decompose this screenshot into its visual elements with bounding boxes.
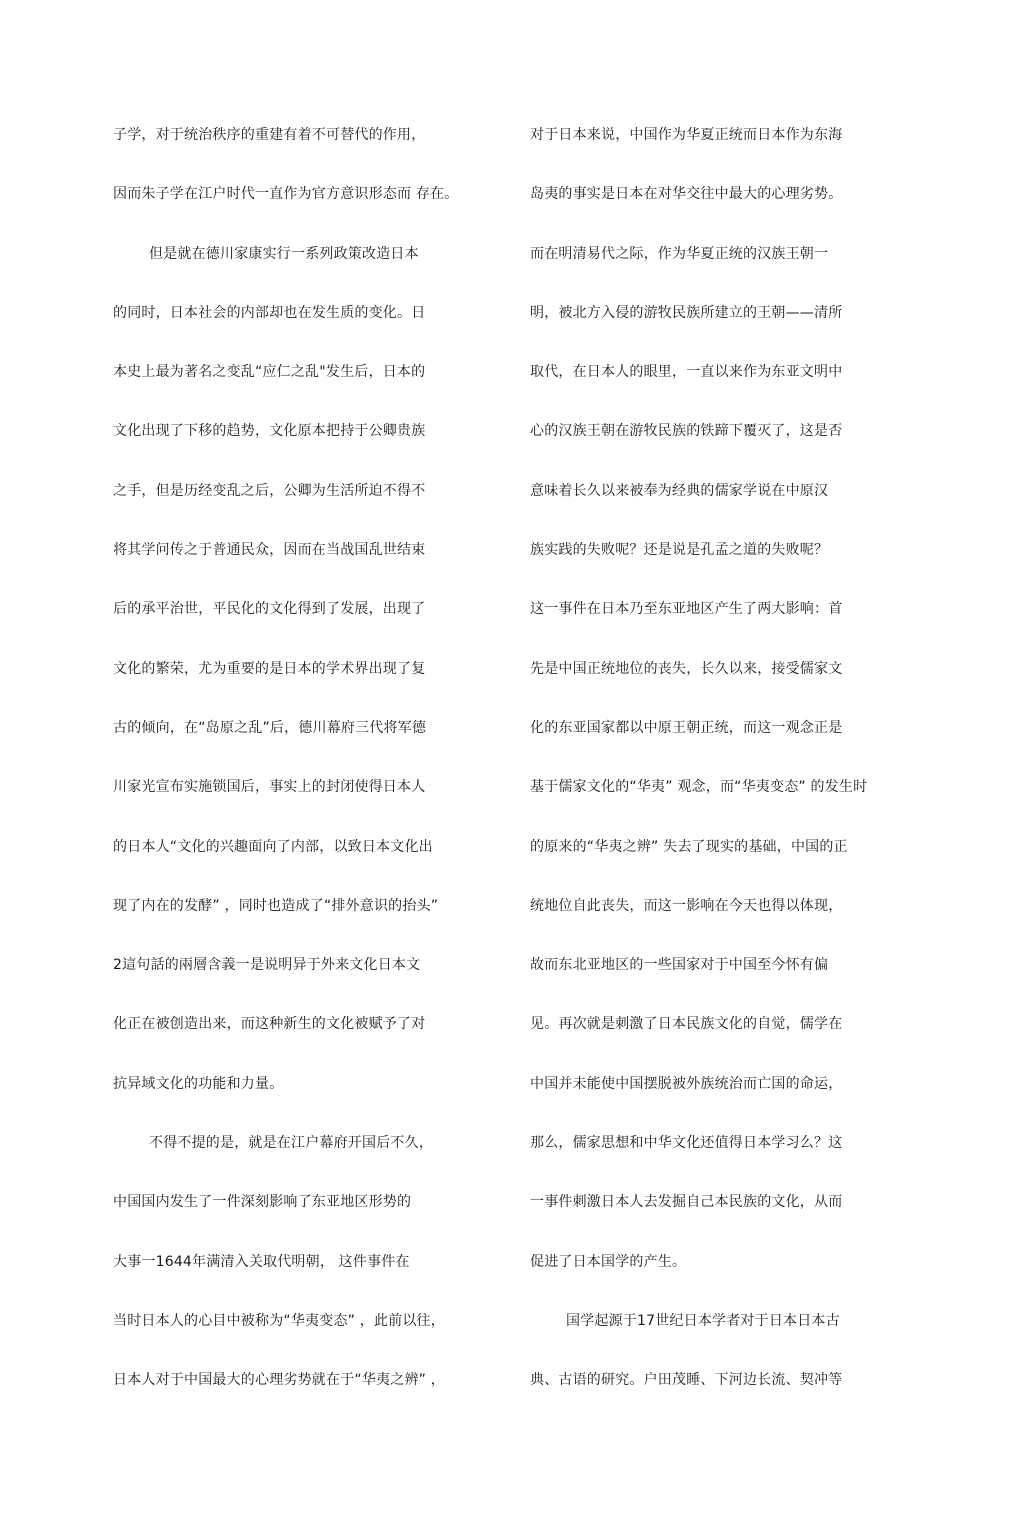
text-line: 之手，但是历经变乱之后，公卿为生活所迫不得不 [113, 482, 426, 499]
text-line: 故而东北亚地区的一些国家对于中国至今怀有偏 [530, 957, 829, 974]
text-line: 不得不提的是，就是在江户幕府开国后不久， [149, 1135, 433, 1152]
text-line: 抗异域文化的功能和力量。 [113, 1075, 284, 1092]
text-line: 因而朱子学在江户时代一直作为官方意识形态而 存在。 [113, 186, 459, 203]
right-column [530, 112, 910, 1417]
text-line: 当时日本人的心目中被称为“华夷变态” ，此前以往， [113, 1312, 445, 1329]
text-line: 的日本人“文化的兴趣面向了内部，以致日本文化出 [113, 838, 433, 855]
text-line: 取代，在日本人的眼里，一直以来作为东亚文明中 [530, 364, 843, 381]
text-line: 的同时，日本社会的内部却也在发生质的变化。日 [113, 304, 426, 321]
text-line: 意味着长久以来被奉为经典的儒家学说在中原汉 [530, 482, 829, 499]
text-line: 日本人对于中国最大的心理劣势就在于“华夷之辨” ， [113, 1372, 445, 1389]
text-line: 子学，对于统治秩序的重建有着不可替代的作用， [113, 127, 426, 143]
text-line: 这一事件在日本乃至东亚地区产生了两大影响：首 [530, 601, 843, 618]
text-line: 大事一1644年满清入关取代明朝， 这件事件在 [113, 1253, 410, 1270]
text-line: 后的承平治世，平民化的文化得到了发展，出现了 [113, 601, 426, 618]
text-line: 而在明清易代之际，作为华夏正统的汉族王朝一 [530, 245, 829, 262]
text-line: 将其学问传之于普通民众，因而在当战国乱世结束 [113, 542, 426, 559]
text-line: 2這句話的兩層含義一是说明异于外来文化日本文 [113, 957, 421, 974]
left-column [113, 112, 493, 1417]
text-line: 古的倾向，在“岛原之乱”后，德川幕府三代将军德 [113, 719, 427, 736]
text-line: 川家光宣布实施锁国后，事实上的封闭使得日本人 [113, 779, 426, 796]
text-line: 中国并未能使中国摆脱被外族统治而亡国的命运， [530, 1075, 843, 1092]
text-line: 岛夷的事实是日本在对华交往中最大的心理劣势。 [530, 186, 843, 203]
text-line: 先是中国正统地位的丧失，长久以来，接受儒家文 [530, 660, 843, 677]
text-line: 见。再次就是刺激了日本民族文化的自觉，儒学在 [530, 1016, 843, 1033]
text-line: 中国国内发生了一件深刻影响了东亚地区形势的 [113, 1194, 412, 1211]
text-line: 文化的繁荣，尤为重要的是日本的学术界出现了复 [113, 660, 426, 677]
text-line: 化的东亚国家都以中原王朝正统，而这一观念正是 [530, 719, 843, 736]
text-line: 化正在被创造出来，而这种新生的文化被赋予了对 [113, 1016, 426, 1033]
text-line: 统地位自此丧失，而这一影响在今天也得以体现， [530, 897, 843, 914]
text-line: 那么，儒家思想和中华文化还值得日本学习么？这 [530, 1135, 843, 1152]
text-line: 国学起源于17世纪日本学者对于日本日本古 [566, 1312, 840, 1329]
text-line: 基于儒家文化的“华夷” 观念，而“华夷变态” 的发生时 [530, 779, 868, 796]
text-line: 但是就在德川家康实行一系列政策改造日本 [149, 245, 419, 262]
text-line: 典、古语的研究。户田茂睡、下河边长流、契冲等 [530, 1372, 843, 1389]
text-line: 族实践的失败呢？还是说是孔孟之道的失败呢？ [530, 542, 829, 559]
text-line: 一事件刺激日本人去发掘自己本民族的文化，从而 [530, 1194, 843, 1211]
text-line: 的原来的“华夷之辨” 失去了现实的基础，中国的正 [530, 838, 848, 855]
text-line: 本史上最为著名之变乱“应仁之乱"发生后，日本的 [113, 364, 426, 381]
text-line: 现了内在的发酵” ，同时也造成了“排外意识的抬头” [113, 897, 439, 914]
text-line: 文化出现了下移的趋势，文化原本把持于公卿贵族 [113, 423, 426, 440]
text-line: 心的汉族王朝在游牧民族的铁蹄下覆灭了，这是否 [530, 423, 843, 440]
text-line: 对于日本来说，中国作为华夏正统而日本作为东海 [530, 127, 843, 143]
text-line: 明，被北方入侵的游牧民族所建立的王朝——清所 [530, 304, 843, 321]
text-line: 促进了日本国学的产生。 [530, 1253, 687, 1270]
